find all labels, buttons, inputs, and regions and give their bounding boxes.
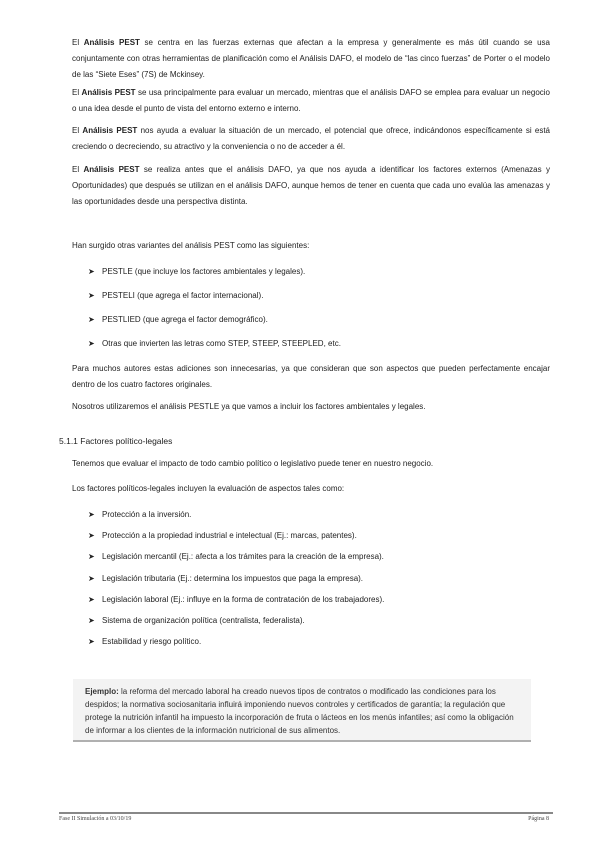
arrow-bullet-icon: ➤ [88,315,95,324]
arrow-bullet-icon: ➤ [88,595,95,604]
list-item-variant: ➤ PESTLIED (que agrega el factor demográfico). [88,315,268,324]
arrow-bullet-icon: ➤ [88,552,95,561]
paragraph-pest-usage: El Análisis PEST se usa principalmente para evaluar un mercado, mientras que el análisis DAFO se emplea para evaluar un negocio o una idea desde el punto de vista del entorno externo e interno. [72,88,551,113]
paragraph-authors: Para muchos autores estas adiciones son innecesarias, ya que consideran que son aspectos que pueden perfectamente encajar dentro de los cuatro factores originales. [72,364,550,389]
paragraph-political-factors: Los factores políticos-legales incluyen la evaluación de aspectos tales como: [72,484,345,493]
list-item-factor: ➤ Legislación laboral (Ej.: influye en la forma de contratación de los trabajadores). [88,595,385,604]
paragraph-pest-dafo: El Análisis PEST se realiza antes que el análisis DAFO, ya que nos ayuda a identificar los factores externos (Amenazas y Oportunidades) que después se utilizan en el análisis DAFO, aunque hemos de tener en cuenta que cada uno evalúa las amenazas y las oportunidades desde una perspectiva distinta. [72,165,550,206]
footer-divider [59,812,553,814]
list-item-factor: ➤ Protección a la propiedad industrial e intelectual (Ej.: marcas, patentes). [88,531,357,540]
arrow-bullet-icon: ➤ [88,510,95,519]
list-item-variant: ➤ Otras que invierten las letras como STEP, STEEP, STEEPLED, etc. [88,339,341,348]
paragraph-variants-intro: Han surgido otras variantes del análisis PEST como las siguientes: [72,241,310,250]
section-heading: 5.1.1 Factores político-legales [59,436,173,446]
list-item-factor: ➤ Protección a la inversión. [88,510,192,519]
bold-term: Análisis PEST [83,38,140,47]
example-label: Ejemplo: [85,687,119,696]
bold-term: Análisis PEST [81,88,136,97]
bold-term: Análisis PEST [83,165,140,174]
arrow-bullet-icon: ➤ [88,291,95,300]
paragraph-pest-market: El Análisis PEST nos ayuda a evaluar la situación de un mercado, el potencial que ofrece, indicándonos específicamente si está creciendo o decreciendo, su atractivo y la conveniencia o no de acceder a él. [72,126,551,151]
arrow-bullet-icon: ➤ [88,574,95,583]
arrow-bullet-icon: ➤ [88,339,95,348]
list-item-factor: ➤ Legislación tributaria (Ej.: determina los impuestos que paga la empresa). [88,574,364,583]
paragraph-pestle-choice: Nosotros utilizaremos el análisis PESTLE ya que vamos a incluir los factores ambientales y legales. [72,402,426,411]
list-item-variant: ➤ PESTLE (que incluye los factores ambientales y legales). [88,267,306,276]
list-item-factor: ➤ Sistema de organización política (centralista, federalista). [88,616,305,625]
arrow-bullet-icon: ➤ [88,267,95,276]
arrow-bullet-icon: ➤ [88,637,95,646]
footer-page-number: Página 8 [528,816,549,822]
arrow-bullet-icon: ➤ [88,531,95,540]
bold-term: Análisis PEST [82,126,138,135]
paragraph-political-impact: Tenemos que evaluar el impacto de todo cambio político o legislativo puede tener en nuestro negocio. [72,459,434,468]
list-item-factor: ➤ Legislación mercantil (Ej.: afecta a los trámites para la creación de la empresa). [88,552,384,561]
footer-left: Fase II Simulación a 03/10/19 [59,816,132,822]
list-item-factor: ➤ Estabilidad y riesgo político. [88,637,202,646]
example-box [73,679,531,742]
list-item-variant: ➤ PESTELI (que agrega el factor internacional). [88,291,264,300]
paragraph-pest-intro: El Análisis PEST se centra en las fuerzas externas que afectan a la empresa y generalmente es más útil cuando se usa conjuntamente con otras herramientas de planificación como el Análisis DAFO, el modelo de “las cinco fuerzas” de Porter o el modelo de las “Siete Eses” (7S) de Mckinsey. [72,38,550,79]
arrow-bullet-icon: ➤ [88,616,95,625]
example-text: la reforma del mercado laboral ha creado nuevos tipos de contratos o modificado las condiciones para los despidos; la normativa sociosanitaria influirá imponiendo nuevos controles y certificados de garantía; la regulación que protege la nutrición infantil ha impuesto la incorporación de fruta o lácteos en los menús infantiles; así como la obligación de informar a los clientes de la información nutricional de sus alimentos. [85,687,514,735]
